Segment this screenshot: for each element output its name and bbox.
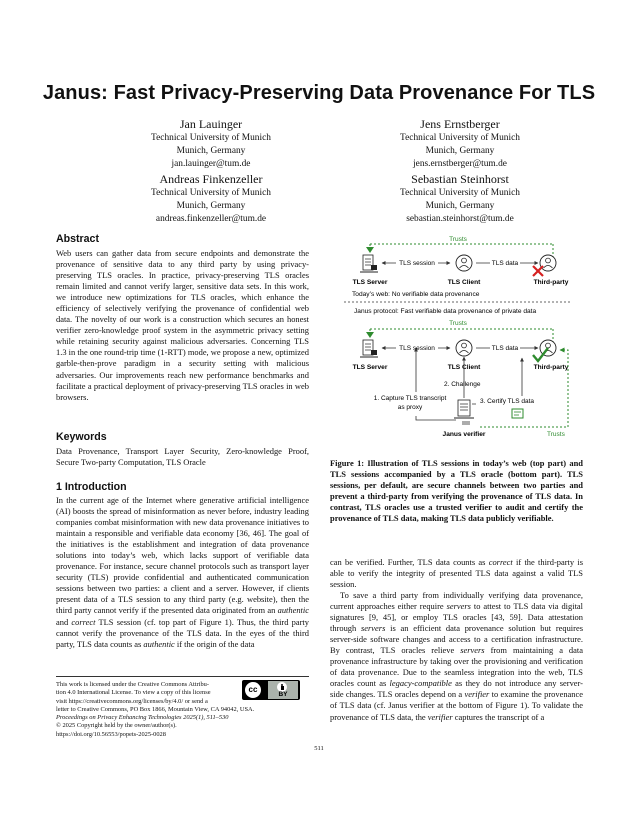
proceedings-text: Proceedings on Privacy Enhancing Technologies 2025(1), 511–530	[56, 714, 229, 721]
text-run: as they do not introduce any server-side changes. TLS oracles depend on a	[330, 678, 583, 700]
text-run: if the third-party is able to verify the integrity of presented TLS data against a valid TLS session.	[330, 557, 583, 590]
janus-protocol-label: Janus protocol: Fast verifiable data provenance of private data	[354, 308, 537, 315]
text-run: captures the transcript of a	[452, 711, 545, 722]
text-run: can be verified. Further, TLS data counts as	[330, 557, 489, 567]
text-run: To save a third party from individually verifying data provenance, current approaches either require	[330, 590, 583, 612]
tls-server-label-top: TLS Server	[352, 279, 388, 286]
text-run: correct	[71, 616, 96, 627]
text-run: servers	[446, 601, 471, 612]
citation-block	[56, 714, 316, 739]
doi-link[interactable]: https://doi.org/10.56553/popets-2025-0028	[56, 730, 166, 738]
today-web-label: Today’s web: No verifiable data provenance	[352, 291, 480, 298]
tls-client-label-bottom: TLS Client	[447, 364, 481, 371]
license-text	[56, 681, 236, 706]
author-location: Munich, Germany	[425, 200, 495, 211]
person-body-shape	[281, 686, 284, 690]
trusts-label-middle: Trusts	[449, 320, 467, 327]
author-name: Jens Ernstberger	[420, 117, 500, 131]
user-icon-third-party-top	[540, 255, 556, 271]
license-text-last: letter to Creative Commons, PO Box 1866, Mountain View, CA 94042, USA.	[56, 706, 255, 713]
tls-server-label-bottom: TLS Server	[352, 364, 388, 371]
abstract-text: Web users can gather data from secure endpoints and demonstrate the provenance of sensitive data to any third party by using privacy-preserving TLS oracles. In practice, privacy-preserving TLS oracles remain limited and cannot verify larger, sensitive data sets. In this work, we introduce new optimizations for TLS oracles, which enhance the efficiency of selectively verifying the provenance of confidential web data. The novelty of our work is a construction which secures an honest verifier zero-knowledge proof system in the asymmetric privacy setting while retaining security against malicious adversaries. Concerning TLS 1.3 in the one round-trip time (1-RTT) mode, we propose a new, optimized garble-then-prove paradigm in a security setting with malicious adversaries. Our improvements reach new performance benchmarks and facilitate a practical deployment of privacy-preserving TLS oracles in web browsers.	[56, 248, 309, 402]
intro-paragraph	[330, 590, 583, 723]
by-label: BY	[278, 691, 288, 698]
server-icon-top	[360, 255, 378, 272]
author-email: jan.lauinger@tum.de	[171, 158, 251, 169]
third-party-label-bottom: Third-party	[533, 364, 569, 371]
author-location: Munich, Germany	[176, 200, 246, 211]
author-email: sebastian.steinhorst@tum.de	[406, 213, 514, 224]
capture-label-line2: as proxy	[397, 404, 423, 411]
text-run: from maintaining a data provenance infrastructure by taking over the provisioning and verification of data provenance. Due to the seamless integration into the web, TLS oracles count as	[330, 645, 583, 689]
text-run: correct	[488, 557, 513, 567]
author-location: Munich, Germany	[176, 145, 246, 156]
license-line: This work is licensed under the Creative Commons Attribu-	[56, 681, 209, 688]
certificate-icon	[512, 409, 523, 418]
text-run: if the origin of the data	[174, 638, 255, 649]
author-block	[96, 172, 326, 225]
figure-1-diagram	[330, 232, 582, 448]
footnote-rule	[56, 676, 309, 677]
keywords-text: Data Provenance, Transport Layer Security, Zero-knowledge Proof, Secure Two-party Computation, TLS Oracle	[56, 446, 309, 468]
author-name: Sebastian Steinhorst	[411, 172, 509, 186]
license-line: tion 4.0 International License. To view a copy of this license	[56, 689, 211, 697]
section-heading-introduction: 1 Introduction	[56, 481, 127, 493]
license-line: visit https://creativecommons.org/licenses/by/4.0/ or send a	[56, 697, 208, 705]
text-run: servers	[460, 645, 485, 656]
tls-client-label-top: TLS Client	[447, 279, 481, 286]
text-run: verifier	[427, 711, 453, 722]
copyright-line: © 2025 Copyright held by the owner/author(s).	[56, 722, 177, 730]
user-icon-top	[456, 255, 472, 271]
cross-icon	[533, 266, 543, 276]
trusts-label-bottom: Trusts	[547, 431, 565, 438]
text-run: servers	[361, 623, 386, 634]
server-icon-bottom	[360, 340, 378, 357]
page-number: 511	[314, 745, 324, 752]
intro-paragraph	[330, 557, 583, 590]
text-run: verifier	[464, 689, 490, 700]
third-party-label-top: Third-party	[533, 279, 569, 286]
user-icon-bottom	[456, 340, 472, 356]
text-run: authentic	[143, 638, 175, 649]
tls-data-label-top: TLS data	[491, 260, 519, 267]
author-affiliation: Technical University of Munich	[400, 188, 520, 198]
cc-by-badge[interactable]	[242, 680, 300, 700]
author-name: Andreas Finkenzeller	[159, 172, 263, 186]
text-run: to examine the provenance of TLS data (cf. Janus verifier at the bottom of Figure 1). To validate the provenance of TLS data, the	[330, 689, 583, 722]
text-run: TLS session (cf. top part of Figure 1). Thus, the third party cannot verify the provenance of the TLS data. In the eyes of the third party, TLS data counts as	[56, 616, 309, 649]
text-run: authentic	[277, 605, 309, 616]
text-run: legacy-compatible	[389, 678, 452, 689]
text-run: and	[56, 616, 72, 627]
trusts-label-top: Trusts	[449, 236, 467, 243]
author-affiliation: Technical University of Munich	[151, 188, 271, 198]
cc-icon: cc	[245, 682, 261, 698]
verifier-icon	[454, 400, 474, 424]
keywords-heading: Keywords	[56, 431, 107, 443]
trust-link-bottom	[480, 350, 568, 427]
text-run: to attest to TLS data via digital signatures [9, 45], or employ TLS oracles [43, 59]. Data attestation through	[330, 601, 584, 634]
author-block	[345, 172, 575, 225]
author-block	[96, 117, 326, 170]
tls-session-label-bottom: TLS session	[399, 345, 435, 352]
tls-session-label-top: TLS session	[399, 260, 435, 267]
intro-paragraph	[56, 495, 309, 650]
tls-data-label-bottom: TLS data	[491, 345, 519, 352]
text-run: is an efficient data provenance solution but requires server-side software changes and access to a certification infrastructure. By contrast, TLS oracles relieve	[330, 623, 583, 656]
certify-label: 3. Certify TLS data	[479, 398, 535, 405]
author-block	[345, 117, 575, 170]
challenge-label: 2. Challenge	[444, 381, 481, 388]
by-panel	[268, 681, 298, 699]
author-email: jens.ernstberger@tum.de	[413, 158, 507, 169]
capture-label-line1: 1. Capture TLS transcript	[373, 395, 447, 402]
author-affiliation: Technical University of Munich	[400, 133, 520, 143]
author-location: Munich, Germany	[425, 145, 495, 156]
figure-1-caption: Figure 1: Illustration of TLS sessions in today’s web (top part) and TLS sessions accompanied by a TLS oracle (bottom part). TLS sessions, per default, are secure channels between two parties and prevent a third-party from verifying the provenance of TLS data. In contrast, TLS oracles use a trusted verifier to audit and certify the provenance of TLS data, making TLS data publicly verifiable.	[330, 458, 583, 524]
author-affiliation: Technical University of Munich	[151, 133, 271, 143]
text-run: In the current age of the Internet where generative artificial intelligence (AI) boosts the spread of misinformation as never before, industry leading companies combat misinformation with new data provenance initiatives to maintain a responsible and verifiable data economy [36, 46]. The goal of the initiatives is the establishment and integration of data provenance solutions into today’s web, which lacks support of verifiable data provenance. For instance, secure channel protocols such as transport layer security (TLS) provide confidential and authenticated communication sessions between two parties: a client and a server. However, if clients present data of a TLS session to any third party (e.g. website), then the third party cannot verify if the presented data originated from an	[56, 495, 309, 616]
abstract-heading: Abstract	[56, 233, 99, 245]
author-name: Jan Lauinger	[179, 117, 243, 131]
janus-verifier-label: Janus verifier	[442, 431, 486, 438]
paper-title: Janus: Fast Privacy-Preserving Data Provenance For TLS	[42, 82, 596, 104]
author-email: andreas.finkenzeller@tum.de	[155, 213, 267, 224]
proceedings-line	[56, 714, 316, 722]
